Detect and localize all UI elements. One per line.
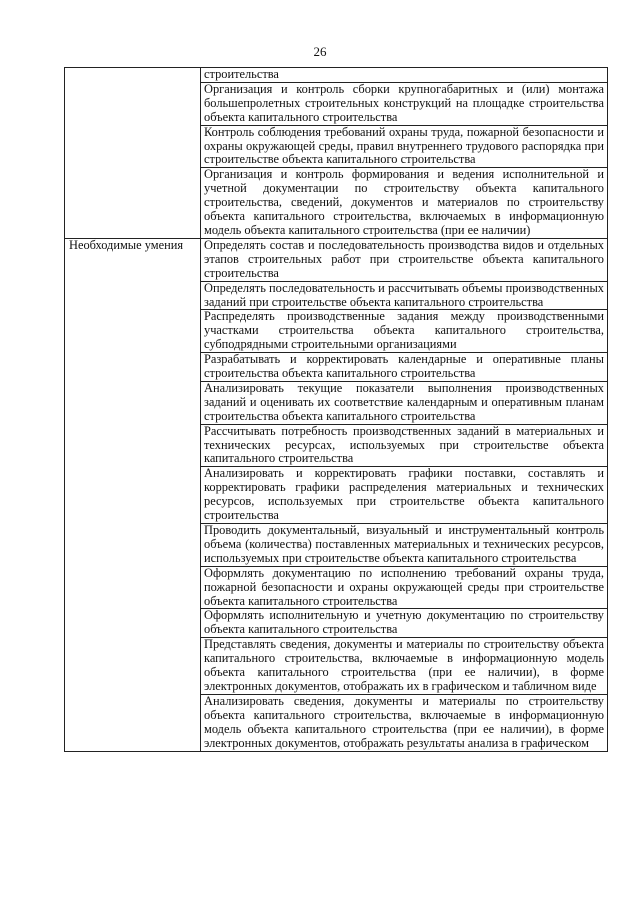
requirement-cell: Рассчитывать потребность производственных заданий в материальных и технических ресурсах, используемых при строительстве объекта капитального строительства (201, 424, 608, 467)
table-body (65, 68, 608, 752)
requirement-cell: Определять последовательность и рассчитывать объемы производственных заданий при строительстве объекта капитального строительства (201, 281, 608, 310)
requirement-cell: Разрабатывать и корректировать календарные и оперативные планы строительства объекта капитального строительства (201, 353, 608, 382)
table-row (65, 238, 608, 281)
table-row (65, 68, 608, 83)
page-number: 26 (313, 44, 327, 59)
requirement-cell: Анализировать и корректировать графики поставки, составлять и корректировать графики распределения материальных и технических ресурсов, используемых при строительстве объекта капитального строительства (201, 467, 608, 524)
requirement-cell: Анализировать текущие показатели выполнения производственных заданий и оценивать их соответствие календарным и оперативным планам строительства объекта капитального строительства (201, 381, 608, 424)
requirement-cell: Организация и контроль сборки крупногабаритных и (или) монтажа большепролетных строительных конструкций на площадке строительства объекта капитального строительства (201, 82, 608, 125)
section-label: Необходимые умения (69, 237, 184, 252)
section-label-cell (65, 68, 201, 239)
requirements-table (64, 67, 608, 752)
requirement-cell: Представлять сведения, документы и материалы по строительству объекта капитального строительства, включаемые в информационную модель объекта капитального строительства (при ее наличии), в форме электронных документов, отображать их в графическом и табличном виде (201, 638, 608, 695)
requirement-cell: строительства (201, 68, 608, 83)
section-label-cell (65, 238, 201, 751)
requirement-cell: Распределять производственные задания между производственными участками строительства объекта капитального строительства, субподрядными строительными организациями (201, 310, 608, 353)
requirement-cell: Проводить документальный, визуальный и инструментальный контроль объема (количества) поставленных материальных и технических ресурсов, используемых при строительстве объекта капитального строительства (201, 524, 608, 567)
requirement-cell: Определять состав и последовательность производства видов и отдельных этапов строительных работ при строительстве объекта капитального строительства (201, 238, 608, 281)
requirement-cell: Контроль соблюдения требований охраны труда, пожарной безопасности и охраны окружающей среды, правил внутреннего трудового распорядка при строительстве объекта капитального строительства (201, 125, 608, 168)
requirement-cell: Анализировать сведения, документы и материалы по строительству объекта капитального строительства, включаемые в информационную модель объекта капитального строительства (при ее наличии), в форме электронных документов, отображать результаты анализа в графическом (201, 694, 608, 751)
requirement-cell: Оформлять документацию по исполнению требований охраны труда, пожарной безопасности и охраны окружающей среды при строительстве объекта капитального строительства (201, 566, 608, 609)
requirement-cell: Оформлять исполнительную и учетную документацию по строительству объекта капитального строительства (201, 609, 608, 638)
requirement-cell: Организация и контроль формирования и ведения исполнительной и учетной документации по строительству объекта капитального строительства, сведений, документов и материалов по строительству объекта капитального строительства, включаемых в информационную модель объекта капитального строительства (при ее наличии) (201, 168, 608, 239)
